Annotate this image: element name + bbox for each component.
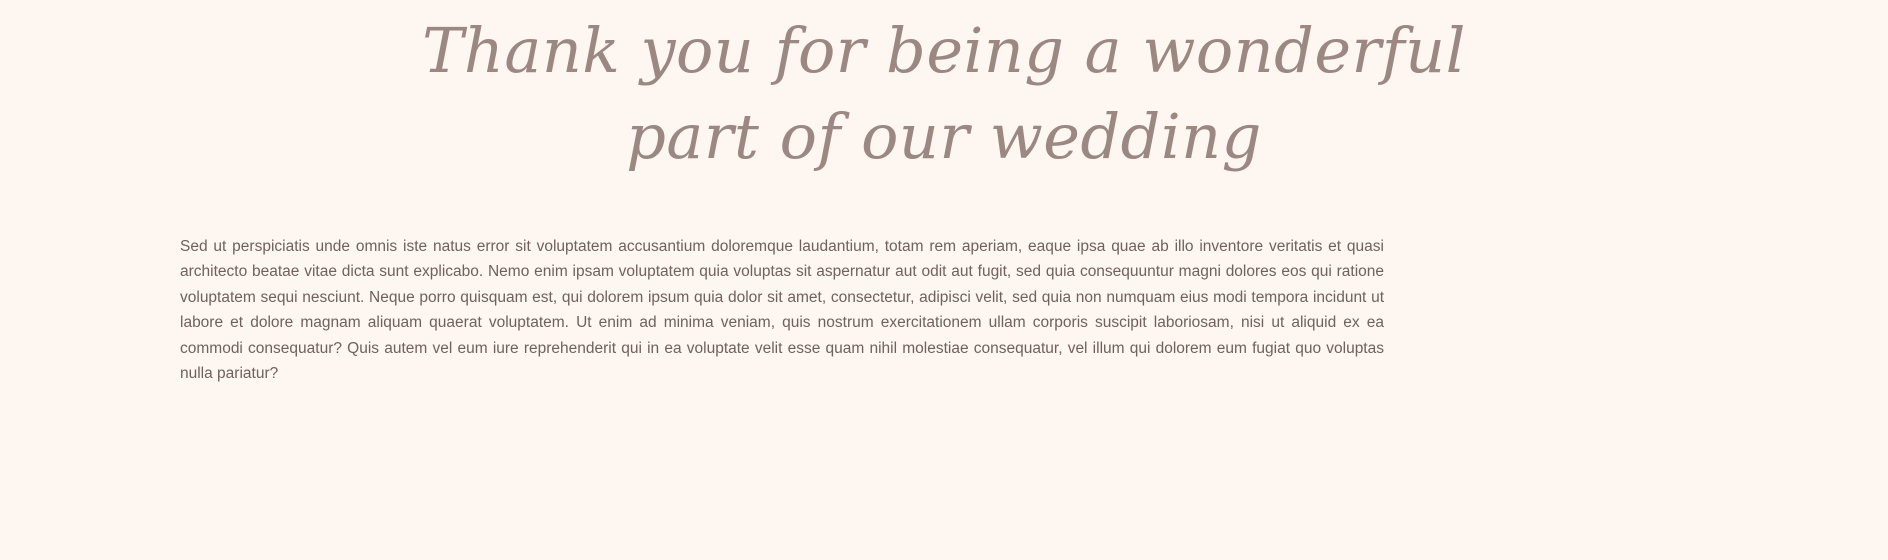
- page-title: [0, 0, 1888, 179]
- body-paragraph: Sed ut perspiciatis unde omnis iste natus error sit voluptatem accusantium doloremque laudantium, totam rem aperiam, eaque ipsa quae ab illo inventore veritatis et quasi architecto beatae vitae dicta sunt explicabo. Nemo enim ipsam voluptatem quia voluptas sit aspernatur aut odit aut fugit, sed quia consequuntur magni dolores eos qui ratione voluptatem sequi nesciunt. Neque porro quisquam est, qui dolorem ipsum quia dolor sit amet, consectetur, adipisci velit, sed quia non numquam eius modi tempora incidunt ut labore et dolore magnam aliquam quaerat voluptatem. Ut enim ad minima veniam, quis nostrum exercitationem ullam corporis suscipit laboriosam, nisi ut aliquid ex ea commodi consequatur? Quis autem vel eum iure reprehenderit qui in ea voluptate velit esse quam nihil molestiae consequatur, vel illum qui dolorem eum fugiat quo voluptas nulla pariatur?: [180, 237, 1384, 382]
- page-title-line-1: Thank you for being a wonderful: [422, 14, 1466, 87]
- page-title-line-2: part of our wedding: [626, 99, 1262, 173]
